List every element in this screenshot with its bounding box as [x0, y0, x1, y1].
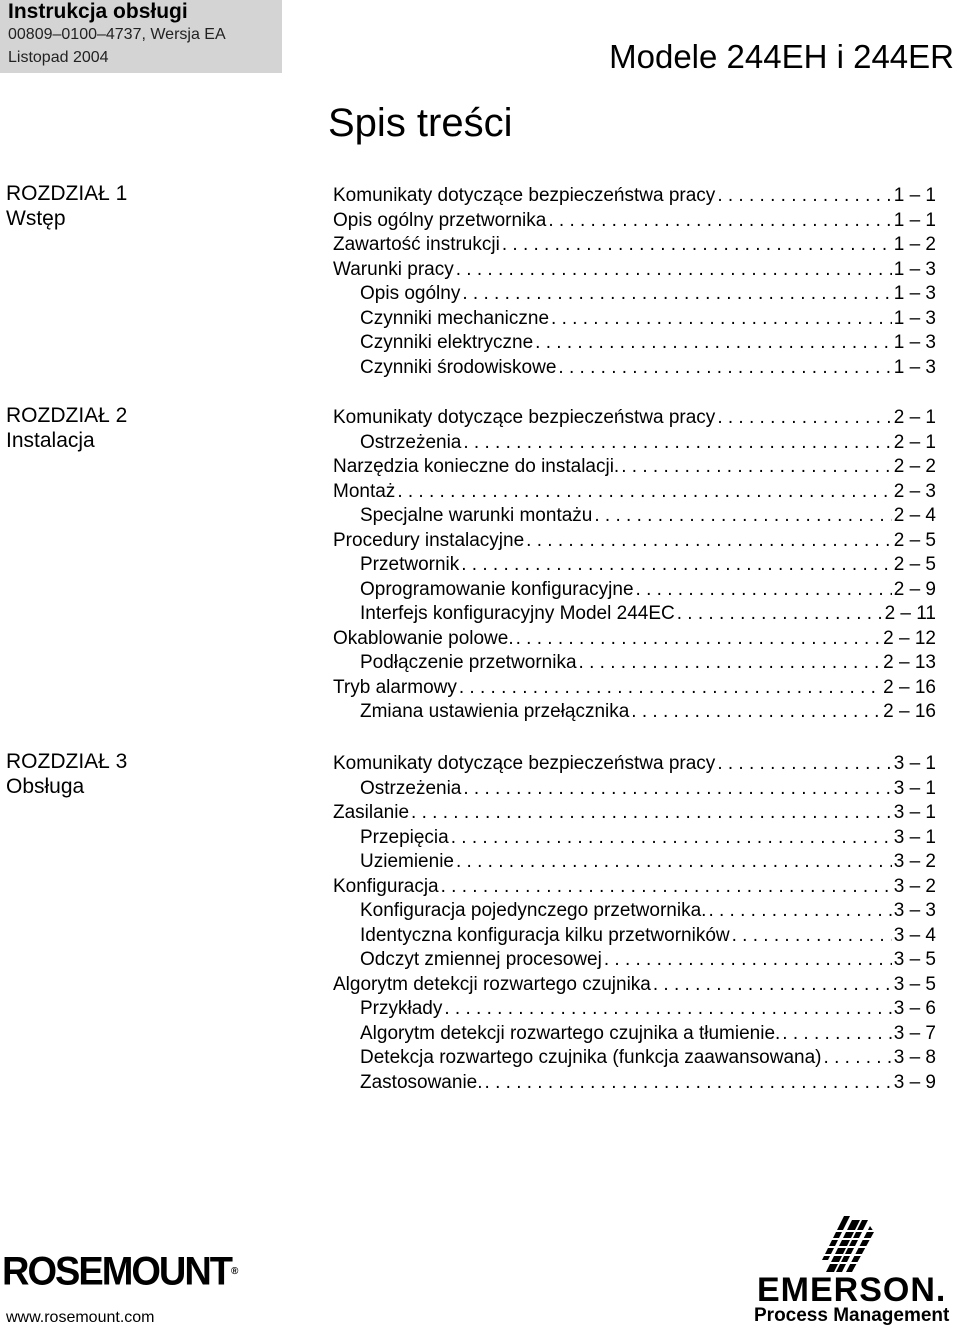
toc-entry-title: Przetwornik	[360, 554, 460, 575]
toc-entry[interactable]	[360, 777, 936, 801]
dot-leader	[485, 1071, 892, 1095]
emerson-tagline: Process Management	[754, 1305, 950, 1326]
toc-entry-page: 1 – 3	[893, 258, 936, 280]
chapter-title: Instalacja	[6, 429, 95, 452]
toc-entry-title: Przykłady	[360, 998, 443, 1019]
dot-leader	[717, 184, 891, 208]
toc-entry-page: 2 – 16	[883, 701, 936, 722]
toc-entry-title: Algorytm detekcji rozwartego czujnika a tłumienie.	[360, 1022, 781, 1044]
toc-entry-title: Opis ogólny	[360, 283, 461, 304]
toc-entry-title: Komunikaty dotyczące bezpieczeństwa pracy	[333, 185, 716, 206]
model-title: Modele 244EH i 244ER	[609, 38, 954, 75]
dot-leader	[462, 282, 891, 306]
dot-leader	[461, 553, 891, 577]
header-box	[0, 0, 282, 73]
dot-leader	[677, 602, 883, 626]
toc-entry[interactable]	[360, 700, 936, 724]
toc-entry[interactable]	[333, 627, 936, 651]
toc-entry-page: 3 – 2	[893, 875, 936, 897]
toc-entry-page: 1 – 1	[893, 209, 936, 231]
toc-entry-page: 3 – 9	[893, 1071, 936, 1093]
toc-entry-title: Odczyt zmiennej procesowej	[360, 949, 602, 970]
toc-entry-page: 1 – 3	[893, 356, 936, 378]
toc-entry[interactable]	[333, 258, 936, 282]
toc-entry-page: 3 – 5	[893, 973, 936, 995]
toc-entry-title: Ostrzeżenia	[360, 777, 462, 799]
toc-entry-title: Czynniki elektryczne	[360, 332, 534, 353]
toc-entry-title: Podłączenie przetwornika	[360, 652, 577, 673]
toc-entry-title: Narzędzia konieczne do instalacji.	[333, 456, 620, 477]
toc-entry-title: Algorytm detekcji rozwartego czujnika	[333, 973, 651, 995]
dot-leader	[551, 307, 892, 331]
toc-entry[interactable]	[333, 455, 936, 479]
toc-entry[interactable]	[333, 801, 936, 825]
toc-entry-title: Czynniki środowiskowe	[360, 356, 557, 378]
toc-entry-page: 3 – 1	[893, 753, 936, 774]
toc-entry-page: 3 – 1	[893, 826, 936, 848]
chapter-number: ROZDZIAŁ 3	[6, 750, 128, 773]
dot-leader	[441, 875, 892, 899]
dot-leader	[451, 826, 892, 850]
dot-leader	[631, 700, 881, 724]
toc-entry-page: 1 – 3	[893, 283, 936, 304]
toc-entry[interactable]	[333, 233, 936, 257]
toc-entry[interactable]	[360, 1071, 936, 1095]
toc-entry-page: 3 – 1	[893, 777, 936, 799]
dot-leader	[411, 801, 892, 825]
dot-leader	[782, 1022, 891, 1046]
toc-entry-page: 2 – 1	[893, 431, 936, 453]
toc-entry[interactable]	[360, 553, 936, 577]
dot-leader	[579, 651, 882, 675]
dot-leader	[516, 627, 882, 651]
toc-entry-title: Specjalne warunki montażu	[360, 505, 593, 526]
toc-entry[interactable]	[360, 850, 936, 874]
toc-entry[interactable]	[360, 307, 936, 331]
toc-entry-title: Zastosowanie.	[360, 1071, 483, 1093]
toc-entry-page: 1 – 2	[893, 234, 936, 255]
toc-entry-title: Opis ogólny przetwornika	[333, 209, 547, 231]
toc-entry-title: Montaż	[333, 480, 396, 502]
toc-entry[interactable]	[360, 504, 936, 528]
toc-entry[interactable]	[333, 973, 936, 997]
dot-leader	[463, 431, 891, 455]
document-date: Listopad 2004	[8, 49, 109, 66]
dot-leader	[708, 899, 891, 923]
dot-leader	[463, 777, 891, 801]
toc-entry-title: Zasilanie	[333, 802, 410, 823]
toc-entry[interactable]	[360, 948, 936, 972]
toc-entry-title: Interfejs konfiguracyjny Model 244EC	[360, 603, 675, 624]
toc-entry-title: Ostrzeżenia	[360, 431, 462, 453]
dot-leader	[526, 529, 892, 553]
toc-entry-page: 1 – 3	[893, 307, 936, 329]
toc-entry-title: Procedury instalacyjne	[333, 529, 525, 551]
toc-entry-page: 2 – 12	[883, 627, 936, 649]
toc-entry-page: 2 – 4	[893, 505, 936, 526]
toc-entry-page: 3 – 5	[893, 949, 936, 970]
dot-leader	[621, 455, 892, 479]
toc-entry[interactable]	[360, 331, 936, 355]
website-url[interactable]: www.rosemount.com	[6, 1309, 155, 1326]
toc-entry-page: 2 – 5	[893, 554, 936, 575]
toc-entry-title: Konfiguracja pojedynczego przetwornika.	[360, 900, 707, 921]
toc-entry-page: 2 – 9	[893, 578, 936, 600]
toc-entry[interactable]	[333, 480, 936, 504]
toc-entry-title: Uziemienie	[360, 851, 454, 872]
dot-leader	[456, 850, 892, 874]
toc-entry-page: 3 – 3	[893, 900, 936, 921]
dot-leader	[636, 578, 892, 602]
emerson-wordmark: EMERSON.	[757, 1271, 947, 1309]
dot-leader	[717, 406, 891, 430]
toc-entry[interactable]	[360, 997, 936, 1021]
toc-entry-title: Identyczna konfiguracja kilku przetworników	[360, 924, 730, 946]
toc-entry[interactable]	[360, 651, 936, 675]
toc-entry-page: 3 – 2	[893, 851, 936, 872]
toc-entry[interactable]	[360, 1046, 936, 1070]
toc-entry[interactable]	[333, 676, 936, 700]
toc-entry[interactable]	[360, 282, 936, 306]
toc-entry-page: 3 – 1	[893, 802, 936, 823]
emerson-logo-icon	[822, 1212, 874, 1276]
chapter-number: ROZDZIAŁ 1	[6, 182, 128, 205]
toc-entry-page: 2 – 3	[893, 480, 936, 502]
toc-entry-page: 3 – 4	[893, 924, 936, 946]
chapter-title: Obsługa	[6, 775, 85, 798]
dot-leader	[604, 948, 892, 972]
dot-leader	[824, 1046, 892, 1070]
dot-leader	[653, 973, 892, 997]
toc-entry-page: 3 – 7	[893, 1022, 936, 1044]
toc-entry-page: 1 – 1	[893, 185, 936, 206]
toc-entry-title: Detekcja rozwartego czujnika (funkcja zaawansowana)	[360, 1047, 822, 1068]
toc-entry-title: Warunki pracy	[333, 258, 454, 280]
toc-entry[interactable]	[360, 826, 936, 850]
toc-entry[interactable]	[333, 184, 936, 208]
dot-leader	[558, 356, 891, 380]
toc-entry-page: 2 – 1	[893, 407, 936, 428]
document-number: 00809–0100–4737, Wersja EA	[8, 26, 226, 43]
toc-entry-page: 2 – 5	[893, 529, 936, 551]
dot-leader	[397, 480, 891, 504]
toc-entry[interactable]	[333, 752, 936, 776]
toc-entry-page: 3 – 8	[893, 1047, 936, 1068]
toc-entry[interactable]	[333, 406, 936, 430]
toc-entry-page: 2 – 16	[883, 676, 936, 698]
toc-entry-title: Komunikaty dotyczące bezpieczeństwa pracy	[333, 407, 716, 428]
toc-entry[interactable]	[360, 602, 936, 626]
dot-leader	[717, 752, 891, 776]
toc-entry-page: 3 – 6	[893, 998, 936, 1019]
dot-leader	[444, 997, 891, 1021]
toc-title: Spis treści	[328, 101, 513, 145]
toc-entry[interactable]	[360, 431, 936, 455]
manual-title: Instrukcja obsługi	[8, 0, 188, 23]
dot-leader	[456, 258, 892, 282]
toc-entry-page: 1 – 3	[893, 332, 936, 353]
toc-entry[interactable]	[360, 899, 936, 923]
chapter-title: Wstęp	[6, 207, 66, 230]
dot-leader	[459, 676, 881, 700]
toc-entry[interactable]	[360, 356, 936, 380]
toc-entry[interactable]	[333, 875, 936, 899]
toc-entry[interactable]	[360, 1022, 936, 1046]
toc-entry-title: Komunikaty dotyczące bezpieczeństwa pracy	[333, 753, 716, 774]
toc-entry-title: Przepięcia	[360, 826, 449, 848]
toc-entry-page: 2 – 13	[883, 652, 936, 673]
dot-leader	[535, 331, 892, 355]
toc-entry[interactable]	[360, 578, 936, 602]
dot-leader	[594, 504, 891, 528]
toc-entry-page: 2 – 2	[893, 456, 936, 477]
toc-entry-title: Okablowanie polowe.	[333, 627, 514, 649]
chapter-number: ROZDZIAŁ 2	[6, 404, 128, 427]
toc-entry-title: Tryb alarmowy	[333, 676, 457, 698]
toc-entry[interactable]	[333, 209, 936, 233]
toc-entry-title: Zawartość instrukcji	[333, 234, 500, 255]
dot-leader	[502, 233, 892, 257]
dot-leader	[732, 924, 892, 948]
toc-entry-title: Czynniki mechaniczne	[360, 307, 550, 329]
toc-entry-title: Konfiguracja	[333, 875, 439, 897]
toc-entry-page: 2 – 11	[884, 603, 936, 624]
toc-entry[interactable]	[360, 924, 936, 948]
rosemount-logo: ROSEMOUNT®	[2, 1249, 239, 1295]
toc-entry-title: Zmiana ustawienia przełącznika	[360, 701, 630, 722]
toc-entry-title: Oprogramowanie konfiguracyjne	[360, 578, 634, 600]
toc-entry[interactable]	[333, 529, 936, 553]
dot-leader	[548, 209, 891, 233]
